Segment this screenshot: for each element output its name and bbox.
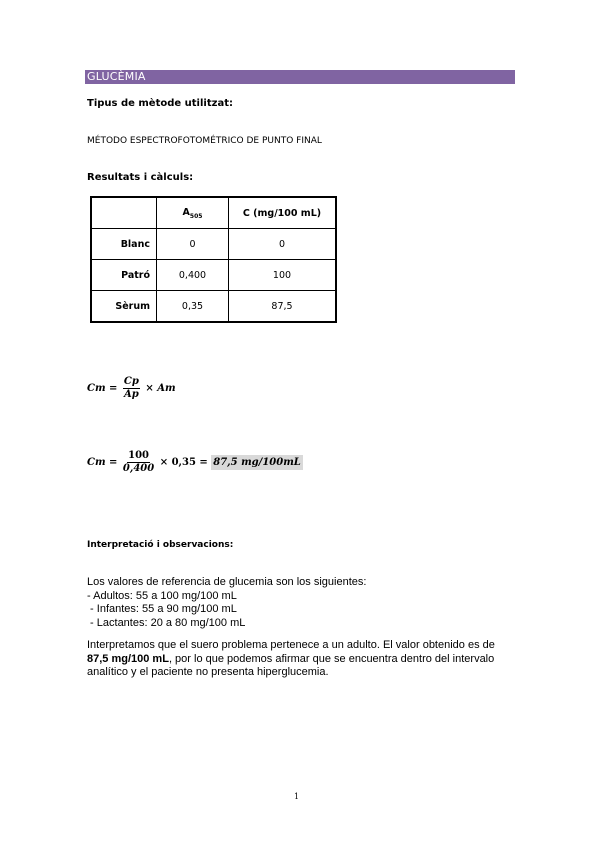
method-heading: Tipus de mètode utilitzat: [87, 98, 233, 109]
row-label: Patró [91, 260, 157, 291]
row-label: Sèrum [91, 291, 157, 323]
row-absorbance: 0,35 [157, 291, 229, 323]
para-text-2: , por lo que podemos afirmar que se encuentra dentro del intervalo analítico y el paciente no presenta hiperglucemia. [87, 652, 495, 678]
results-table [90, 196, 337, 323]
row-concentration: 87,5 [229, 291, 337, 323]
table-corner-cell [91, 197, 157, 229]
formula-rhs: × Am [145, 383, 176, 394]
calc-numerator: 100 [128, 450, 149, 461]
method-value: MÉTODO ESPECTROFOTOMÉTRICO DE PUNTO FINAL [87, 136, 322, 146]
table-row [91, 229, 336, 260]
formula-lhs: Cm = [87, 383, 118, 394]
calc-denominator: 0,400 [122, 463, 155, 474]
list-item: - Lactantes: 20 a 80 mg/100 mL [87, 616, 246, 629]
formula-equation [87, 376, 176, 401]
table-header-row [91, 197, 336, 229]
page-number: 1 [294, 792, 300, 801]
para-highlight-value: 87,5 mg/100 mL [87, 652, 169, 665]
formula-fraction [123, 376, 140, 401]
interpretation-paragraph [87, 639, 517, 680]
row-concentration: 100 [229, 260, 337, 291]
para-text-1: Interpretamos que el suero problema pertenece a un adulto. El valor obtenido es de [87, 639, 495, 651]
row-concentration: 0 [229, 229, 337, 260]
calc-lhs: Cm = [87, 457, 118, 468]
row-absorbance: 0 [157, 229, 229, 260]
table-row [91, 260, 336, 291]
row-label: Blanc [91, 229, 157, 260]
interpretation-heading: Interpretació i observacions: [87, 540, 234, 550]
list-item: - Infantes: 55 a 90 mg/100 mL [87, 603, 237, 615]
header-absorbance [157, 197, 229, 229]
formula-denominator: Ap [123, 389, 139, 400]
header-absorbance-label: A [182, 206, 190, 218]
results-heading: Resultats i càlculs: [87, 172, 194, 183]
reference-intro: Los valores de referencia de glucemia son los siguientes: [87, 576, 367, 588]
row-absorbance: 0,400 [157, 260, 229, 291]
calc-fraction [123, 450, 154, 475]
table-row [91, 291, 336, 323]
calc-result-highlight: 87,5 mg/100mL [213, 457, 301, 468]
reference-values-block [87, 576, 517, 630]
formula-numerator: Cp [123, 376, 139, 387]
header-absorbance-subscript: 505 [189, 212, 203, 220]
header-concentration: C (mg/100 mL) [229, 197, 337, 229]
list-item: - Adultos: 55 a 100 mg/100 mL [87, 589, 237, 602]
section-title-banner: GLUCÈMIA [85, 70, 515, 84]
calc-middle: × 0,35 = [159, 457, 208, 468]
calculation-equation [87, 450, 303, 475]
